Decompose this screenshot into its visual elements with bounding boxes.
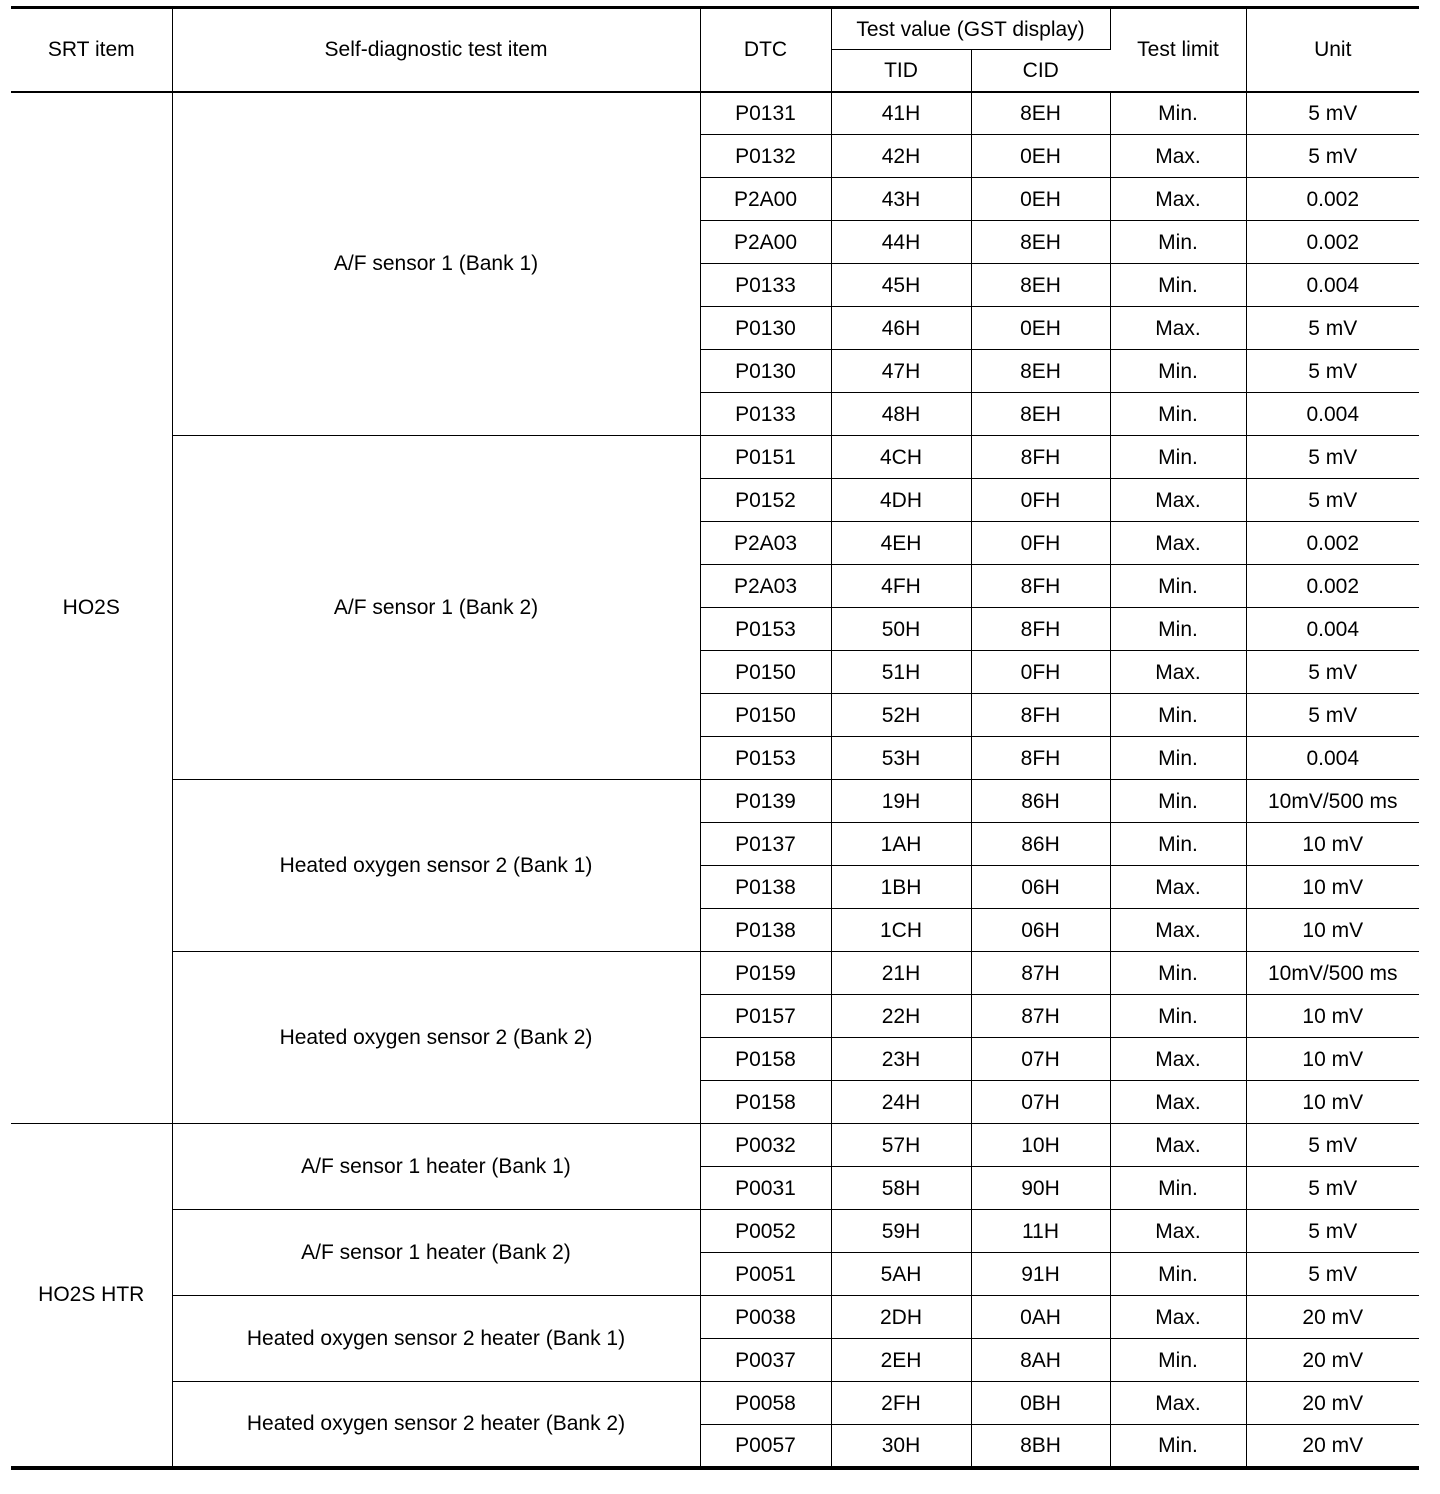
- dtc-cell: P0139: [700, 780, 831, 823]
- dtc-cell: P0158: [700, 1038, 831, 1081]
- dtc-cell: P2A03: [700, 565, 831, 608]
- dtc-cell: P0130: [700, 307, 831, 350]
- tid-cell: 4EH: [831, 522, 971, 565]
- limit-cell: Min.: [1110, 221, 1246, 264]
- unit-cell: 5 mV: [1246, 1167, 1419, 1210]
- dtc-cell: P0132: [700, 135, 831, 178]
- dtc-cell: P0138: [700, 866, 831, 909]
- cid-cell: 90H: [971, 1167, 1110, 1210]
- unit-cell: 0.002: [1246, 522, 1419, 565]
- limit-cell: Min.: [1110, 436, 1246, 479]
- unit-cell: 5 mV: [1246, 92, 1419, 135]
- unit-cell: 0.004: [1246, 264, 1419, 307]
- unit-cell: 20 mV: [1246, 1425, 1419, 1468]
- cid-cell: 91H: [971, 1253, 1110, 1296]
- header-srt-item: SRT item: [11, 8, 172, 92]
- limit-cell: Max.: [1110, 479, 1246, 522]
- limit-cell: Min.: [1110, 608, 1246, 651]
- cid-cell: 10H: [971, 1124, 1110, 1167]
- test-item-cell: Heated oxygen sensor 2 heater (Bank 2): [172, 1382, 700, 1468]
- limit-cell: Max.: [1110, 866, 1246, 909]
- tid-cell: 45H: [831, 264, 971, 307]
- limit-cell: Max.: [1110, 1124, 1246, 1167]
- limit-cell: Min.: [1110, 1253, 1246, 1296]
- tid-cell: 46H: [831, 307, 971, 350]
- cid-cell: 0EH: [971, 178, 1110, 221]
- unit-cell: 10 mV: [1246, 909, 1419, 952]
- table-row: [11, 1382, 1419, 1425]
- limit-cell: Min.: [1110, 995, 1246, 1038]
- limit-cell: Min.: [1110, 565, 1246, 608]
- header-unit: Unit: [1246, 8, 1419, 92]
- cid-cell: 8FH: [971, 608, 1110, 651]
- tid-cell: 4DH: [831, 479, 971, 522]
- cid-cell: 07H: [971, 1038, 1110, 1081]
- cid-cell: 0BH: [971, 1382, 1110, 1425]
- cid-cell: 07H: [971, 1081, 1110, 1124]
- dtc-cell: P0057: [700, 1425, 831, 1468]
- dtc-cell: P0152: [700, 479, 831, 522]
- tid-cell: 51H: [831, 651, 971, 694]
- unit-cell: 20 mV: [1246, 1382, 1419, 1425]
- dtc-cell: P0038: [700, 1296, 831, 1339]
- dtc-cell: P0037: [700, 1339, 831, 1382]
- unit-cell: 10 mV: [1246, 823, 1419, 866]
- limit-cell: Max.: [1110, 1210, 1246, 1253]
- limit-cell: Min.: [1110, 1167, 1246, 1210]
- cid-cell: 8EH: [971, 393, 1110, 436]
- tid-cell: 53H: [831, 737, 971, 780]
- unit-cell: 10 mV: [1246, 1038, 1419, 1081]
- cid-cell: 0EH: [971, 135, 1110, 178]
- header-test-limit: Test limit: [1110, 8, 1246, 92]
- test-item-cell: A/F sensor 1 heater (Bank 1): [172, 1124, 700, 1210]
- limit-cell: Min.: [1110, 780, 1246, 823]
- srt-test-table: [11, 6, 1419, 1470]
- tid-cell: 42H: [831, 135, 971, 178]
- tid-cell: 59H: [831, 1210, 971, 1253]
- tid-cell: 23H: [831, 1038, 971, 1081]
- dtc-cell: P2A03: [700, 522, 831, 565]
- dtc-cell: P0153: [700, 737, 831, 780]
- test-item-cell: Heated oxygen sensor 2 (Bank 1): [172, 780, 700, 952]
- test-item-cell: A/F sensor 1 (Bank 1): [172, 92, 700, 436]
- cid-cell: 8BH: [971, 1425, 1110, 1468]
- cid-cell: 8AH: [971, 1339, 1110, 1382]
- limit-cell: Min.: [1110, 737, 1246, 780]
- limit-cell: Max.: [1110, 1038, 1246, 1081]
- tid-cell: 24H: [831, 1081, 971, 1124]
- limit-cell: Min.: [1110, 1425, 1246, 1468]
- tid-cell: 1CH: [831, 909, 971, 952]
- cid-cell: 8FH: [971, 694, 1110, 737]
- unit-cell: 5 mV: [1246, 1253, 1419, 1296]
- header-tid: TID: [831, 50, 971, 92]
- cid-cell: 0FH: [971, 479, 1110, 522]
- dtc-cell: P0133: [700, 264, 831, 307]
- test-item-cell: A/F sensor 1 (Bank 2): [172, 436, 700, 780]
- cid-cell: 0FH: [971, 651, 1110, 694]
- tid-cell: 2DH: [831, 1296, 971, 1339]
- tid-cell: 1BH: [831, 866, 971, 909]
- table-header: [11, 8, 1419, 92]
- tid-cell: 19H: [831, 780, 971, 823]
- unit-cell: 5 mV: [1246, 350, 1419, 393]
- dtc-cell: P0032: [700, 1124, 831, 1167]
- unit-cell: 5 mV: [1246, 479, 1419, 522]
- dtc-cell: P0052: [700, 1210, 831, 1253]
- unit-cell: 5 mV: [1246, 307, 1419, 350]
- table-row: [11, 436, 1419, 479]
- srt-item-cell: HO2S: [11, 92, 172, 1124]
- table-row: [11, 780, 1419, 823]
- dtc-cell: P0130: [700, 350, 831, 393]
- tid-cell: 30H: [831, 1425, 971, 1468]
- limit-cell: Max.: [1110, 135, 1246, 178]
- cid-cell: 8EH: [971, 221, 1110, 264]
- unit-cell: 0.004: [1246, 393, 1419, 436]
- unit-cell: 0.004: [1246, 737, 1419, 780]
- dtc-cell: P0151: [700, 436, 831, 479]
- limit-cell: Min.: [1110, 694, 1246, 737]
- unit-cell: 5 mV: [1246, 694, 1419, 737]
- tid-cell: 5AH: [831, 1253, 971, 1296]
- tid-cell: 50H: [831, 608, 971, 651]
- dtc-cell: P2A00: [700, 221, 831, 264]
- unit-cell: 10mV/500 ms: [1246, 780, 1419, 823]
- limit-cell: Max.: [1110, 1296, 1246, 1339]
- unit-cell: 0.002: [1246, 565, 1419, 608]
- dtc-cell: P0153: [700, 608, 831, 651]
- limit-cell: Max.: [1110, 909, 1246, 952]
- unit-cell: 0.002: [1246, 221, 1419, 264]
- unit-cell: 10 mV: [1246, 995, 1419, 1038]
- dtc-cell: P0051: [700, 1253, 831, 1296]
- unit-cell: 10 mV: [1246, 866, 1419, 909]
- dtc-cell: P0150: [700, 651, 831, 694]
- cid-cell: 86H: [971, 823, 1110, 866]
- srt-item-cell: HO2S HTR: [11, 1124, 172, 1468]
- tid-cell: 48H: [831, 393, 971, 436]
- test-item-cell: Heated oxygen sensor 2 (Bank 2): [172, 952, 700, 1124]
- table-row: [11, 1296, 1419, 1339]
- unit-cell: 10 mV: [1246, 1081, 1419, 1124]
- dtc-cell: P0150: [700, 694, 831, 737]
- dtc-cell: P0138: [700, 909, 831, 952]
- dtc-cell: P0159: [700, 952, 831, 995]
- table-row: [11, 1124, 1419, 1167]
- unit-cell: 0.002: [1246, 178, 1419, 221]
- limit-cell: Min.: [1110, 350, 1246, 393]
- tid-cell: 1AH: [831, 823, 971, 866]
- unit-cell: 0.004: [1246, 608, 1419, 651]
- cid-cell: 86H: [971, 780, 1110, 823]
- limit-cell: Min.: [1110, 952, 1246, 995]
- unit-cell: 5 mV: [1246, 1210, 1419, 1253]
- tid-cell: 4FH: [831, 565, 971, 608]
- unit-cell: 20 mV: [1246, 1296, 1419, 1339]
- tid-cell: 41H: [831, 92, 971, 135]
- dtc-cell: P0058: [700, 1382, 831, 1425]
- header-dtc: DTC: [700, 8, 831, 92]
- cid-cell: 0FH: [971, 522, 1110, 565]
- tid-cell: 58H: [831, 1167, 971, 1210]
- cid-cell: 06H: [971, 866, 1110, 909]
- cid-cell: 87H: [971, 952, 1110, 995]
- tid-cell: 21H: [831, 952, 971, 995]
- limit-cell: Min.: [1110, 1339, 1246, 1382]
- cid-cell: 8EH: [971, 350, 1110, 393]
- unit-cell: 10mV/500 ms: [1246, 952, 1419, 995]
- limit-cell: Max.: [1110, 307, 1246, 350]
- limit-cell: Min.: [1110, 264, 1246, 307]
- tid-cell: 4CH: [831, 436, 971, 479]
- test-item-cell: Heated oxygen sensor 2 heater (Bank 1): [172, 1296, 700, 1382]
- dtc-cell: P0131: [700, 92, 831, 135]
- unit-cell: 5 mV: [1246, 651, 1419, 694]
- cid-cell: 8FH: [971, 737, 1110, 780]
- cid-cell: 0EH: [971, 307, 1110, 350]
- dtc-cell: P0137: [700, 823, 831, 866]
- dtc-cell: P2A00: [700, 178, 831, 221]
- dtc-cell: P0031: [700, 1167, 831, 1210]
- limit-cell: Max.: [1110, 651, 1246, 694]
- header-test-item: Self-diagnostic test item: [172, 8, 700, 92]
- limit-cell: Min.: [1110, 393, 1246, 436]
- limit-cell: Max.: [1110, 1081, 1246, 1124]
- limit-cell: Min.: [1110, 823, 1246, 866]
- table-body: [11, 92, 1419, 1468]
- tid-cell: 2EH: [831, 1339, 971, 1382]
- cid-cell: 06H: [971, 909, 1110, 952]
- table-row: [11, 1210, 1419, 1253]
- unit-cell: 5 mV: [1246, 135, 1419, 178]
- tid-cell: 2FH: [831, 1382, 971, 1425]
- dtc-cell: P0133: [700, 393, 831, 436]
- cid-cell: 8EH: [971, 92, 1110, 135]
- header-cid: CID: [971, 50, 1110, 92]
- tid-cell: 47H: [831, 350, 971, 393]
- test-item-cell: A/F sensor 1 heater (Bank 2): [172, 1210, 700, 1296]
- table-row: [11, 952, 1419, 995]
- limit-cell: Max.: [1110, 1382, 1246, 1425]
- table-row: [11, 92, 1419, 135]
- cid-cell: 11H: [971, 1210, 1110, 1253]
- tid-cell: 52H: [831, 694, 971, 737]
- limit-cell: Max.: [1110, 522, 1246, 565]
- cid-cell: 0AH: [971, 1296, 1110, 1339]
- limit-cell: Min.: [1110, 92, 1246, 135]
- limit-cell: Max.: [1110, 178, 1246, 221]
- unit-cell: 20 mV: [1246, 1339, 1419, 1382]
- cid-cell: 87H: [971, 995, 1110, 1038]
- tid-cell: 43H: [831, 178, 971, 221]
- dtc-cell: P0158: [700, 1081, 831, 1124]
- unit-cell: 5 mV: [1246, 1124, 1419, 1167]
- tid-cell: 57H: [831, 1124, 971, 1167]
- tid-cell: 22H: [831, 995, 971, 1038]
- header-test-value: Test value (GST display): [831, 8, 1110, 50]
- cid-cell: 8FH: [971, 565, 1110, 608]
- cid-cell: 8EH: [971, 264, 1110, 307]
- dtc-cell: P0157: [700, 995, 831, 1038]
- cid-cell: 8FH: [971, 436, 1110, 479]
- unit-cell: 5 mV: [1246, 436, 1419, 479]
- tid-cell: 44H: [831, 221, 971, 264]
